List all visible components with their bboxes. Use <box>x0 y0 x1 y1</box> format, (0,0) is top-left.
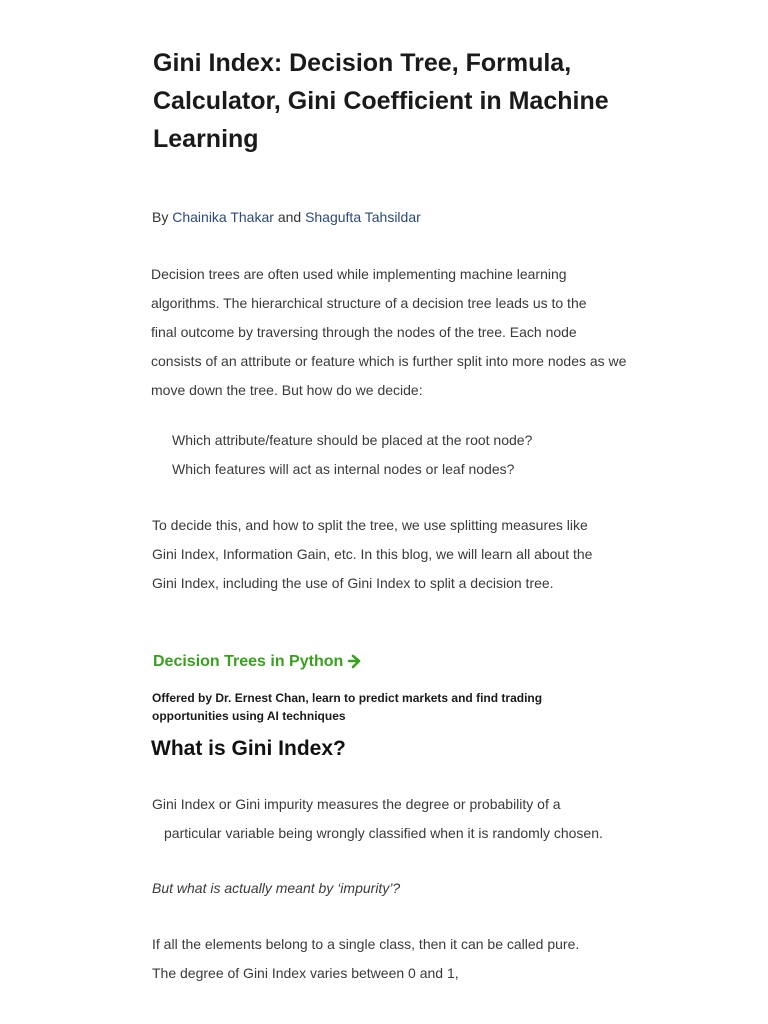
course-link-decision-trees[interactable] <box>153 648 363 675</box>
course-description: Offered by Dr. Ernest Chan, learn to predict markets and find trading opportunities using AI techniques <box>152 691 543 723</box>
pure-line: If all the elements belong to a single class, then it can be called pure. <box>152 936 580 952</box>
intro-line: Decision trees are often used while implementing machine learning <box>151 266 567 282</box>
author-link-chainika[interactable]: Chainika Thakar <box>172 209 274 225</box>
intro-line: move down the tree. But how do we decide: <box>151 382 423 398</box>
decide-paragraph <box>152 511 592 598</box>
pure-paragraph <box>152 930 579 988</box>
decide-line: Gini Index, including the use of Gini Index to split a decision tree. <box>152 575 554 591</box>
intro-line: final outcome by traversing through the nodes of the tree. Each node <box>151 324 577 340</box>
intro-line: consists of an attribute or feature which is further split into more nodes as we <box>151 353 627 369</box>
byline-prefix: By <box>152 209 169 225</box>
section-heading: What is Gini Index? <box>151 737 346 760</box>
intro-paragraph <box>151 260 626 405</box>
course-link-label: Decision Trees in Python <box>153 652 344 670</box>
definition-line: particular variable being wrongly classified when it is randomly chosen. <box>164 825 603 841</box>
pure-line: The degree of Gini Index varies between 0 and 1, <box>152 965 459 981</box>
byline-joiner: and <box>277 209 302 225</box>
byline <box>152 209 421 225</box>
article-title: Gini Index: Decision Tree, Formula, Calculator, Gini Coefficient in Machine Learning <box>153 49 609 153</box>
definition-line: Gini Index or Gini impurity measures the degree or probability of a <box>152 796 561 812</box>
decide-line: To decide this, and how to split the tree, we use splitting measures like <box>152 517 588 533</box>
decide-line: Gini Index, Information Gain, etc. In this blog, we will learn all about the <box>152 546 593 562</box>
question-list <box>172 426 532 484</box>
impurity-question: But what is actually meant by ‘impurity’? <box>152 880 401 896</box>
author-link-shagufta[interactable]: Shagufta Tahsildar <box>305 209 421 225</box>
list-item: Which features will act as internal nodes or leaf nodes? <box>172 461 515 477</box>
intro-line: algorithms. The hierarchical structure of a decision tree leads us to the <box>151 295 587 311</box>
arrow-right-icon <box>347 654 363 675</box>
definition-paragraph <box>152 790 603 848</box>
list-item: Which attribute/feature should be placed at the root node? <box>172 432 533 448</box>
